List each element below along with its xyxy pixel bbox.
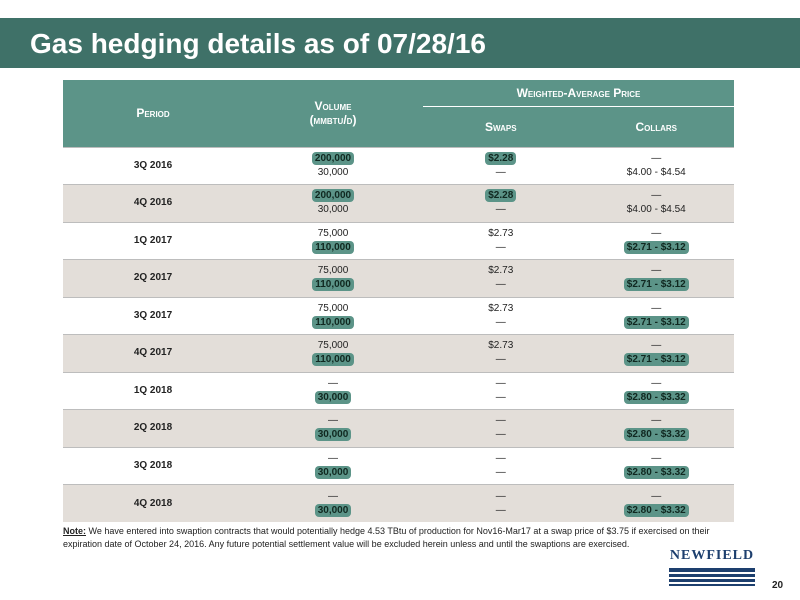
collars-value: —	[651, 190, 662, 202]
collars-line	[579, 414, 735, 428]
volume-value: 110,000	[312, 316, 354, 329]
volume-line	[243, 353, 423, 367]
swaps-value: —	[495, 377, 506, 389]
collars-value: —	[651, 452, 662, 464]
collars-value: —	[651, 265, 662, 277]
collars-line	[579, 278, 735, 292]
cell-collars	[579, 222, 735, 260]
cell-swaps	[423, 335, 579, 373]
swaps-value: —	[495, 415, 506, 427]
volume-value: —	[328, 490, 338, 502]
swaps-line	[423, 203, 579, 217]
header-volume-label: Volume	[314, 99, 352, 114]
cell-collars	[579, 297, 735, 335]
collars-line	[579, 152, 735, 166]
swaps-value: $2.73	[488, 302, 514, 314]
collars-line	[579, 227, 735, 241]
page-title: Gas hedging details as of 07/28/16	[30, 28, 486, 59]
volume-line	[243, 428, 423, 442]
collars-line	[579, 452, 735, 466]
volume-value: 30,000	[317, 204, 349, 216]
collars-value: $2.71 - $3.12	[624, 316, 689, 329]
volume-value: —	[328, 452, 338, 464]
cell-period: 3Q 2018	[63, 447, 243, 485]
table-row	[63, 260, 734, 298]
volume-value: 75,000	[317, 302, 349, 314]
cell-collars	[579, 147, 735, 185]
swaps-line	[423, 189, 579, 203]
footnote-text: We have entered into swaption contracts that would potentially hedge 4.53 TBtu of production for Nov16-Mar17 at a swap price of $3.75 if exercised on their expiration date of October 24, 2016. Any future potential settlement value will be excluded herein unless and until the swaptions are exercised.	[63, 526, 710, 549]
collars-line	[579, 504, 735, 518]
cell-volume	[243, 260, 423, 298]
collars-line	[579, 264, 735, 278]
table-row	[63, 410, 734, 448]
collars-line	[579, 377, 735, 391]
volume-value: 200,000	[312, 152, 354, 165]
volume-line	[243, 391, 423, 405]
volume-line	[243, 490, 423, 504]
swaps-value: —	[495, 204, 506, 216]
collars-value: —	[651, 340, 662, 352]
swaps-value: —	[495, 354, 506, 366]
volume-line	[243, 189, 423, 203]
page-number: 20	[772, 580, 784, 591]
collars-line	[579, 391, 735, 405]
table-row	[63, 297, 734, 335]
header-period: Period	[63, 80, 243, 147]
cell-period: 4Q 2018	[63, 485, 243, 523]
volume-line	[243, 278, 423, 292]
cell-period: 3Q 2017	[63, 297, 243, 335]
volume-line	[243, 302, 423, 316]
collars-value: —	[651, 415, 662, 427]
cell-swaps	[423, 260, 579, 298]
cell-volume	[243, 410, 423, 448]
swaps-line	[423, 241, 579, 255]
swaps-value: $2.73	[488, 340, 514, 352]
cell-collars	[579, 447, 735, 485]
volume-value: —	[328, 415, 338, 427]
cell-period: 4Q 2017	[63, 335, 243, 373]
swaps-value: —	[495, 504, 506, 516]
cell-collars	[579, 372, 735, 410]
collars-line	[579, 466, 735, 480]
header-collars: Collars	[579, 106, 735, 147]
swaps-value: —	[495, 279, 506, 291]
table-row	[63, 372, 734, 410]
collars-line	[579, 241, 735, 255]
swaps-line	[423, 490, 579, 504]
swaps-value: —	[495, 391, 506, 403]
cell-volume	[243, 297, 423, 335]
header-swaps: Swaps	[423, 106, 579, 147]
swaps-line	[423, 391, 579, 405]
swaps-value: —	[495, 166, 506, 178]
collars-value: —	[651, 490, 662, 502]
volume-line	[243, 264, 423, 278]
cell-swaps	[423, 372, 579, 410]
collars-line	[579, 353, 735, 367]
swaps-value: $2.28	[485, 189, 516, 202]
collars-value: —	[651, 227, 662, 239]
table-row	[63, 485, 734, 523]
swaps-line	[423, 452, 579, 466]
cell-swaps	[423, 147, 579, 185]
collars-value: $4.00 - $4.54	[626, 166, 686, 178]
volume-value: 30,000	[317, 166, 349, 178]
volume-line	[243, 339, 423, 353]
swaps-line	[423, 166, 579, 180]
swaps-value: —	[495, 429, 506, 441]
collars-value: $2.71 - $3.12	[624, 241, 689, 254]
logo-band	[669, 568, 755, 586]
collars-value: $4.00 - $4.54	[626, 204, 686, 216]
header-weighted-average-price: Weighted-Average Price	[423, 80, 734, 106]
cell-swaps	[423, 447, 579, 485]
header-volume	[243, 80, 423, 147]
table-row	[63, 222, 734, 260]
table-row	[63, 447, 734, 485]
cell-volume	[243, 485, 423, 523]
collars-line	[579, 339, 735, 353]
volume-value: 30,000	[315, 504, 352, 517]
swaps-line	[423, 302, 579, 316]
swaps-line	[423, 377, 579, 391]
collars-value: —	[651, 377, 662, 389]
volume-value: 30,000	[315, 391, 352, 404]
collars-value: $2.71 - $3.12	[624, 278, 689, 291]
collars-value: $2.80 - $3.32	[624, 504, 689, 517]
newfield-logo	[664, 548, 760, 588]
swaps-line	[423, 414, 579, 428]
cell-period: 2Q 2018	[63, 410, 243, 448]
cell-collars	[579, 260, 735, 298]
cell-volume	[243, 185, 423, 223]
swaps-line	[423, 466, 579, 480]
volume-line	[243, 152, 423, 166]
cell-volume	[243, 447, 423, 485]
volume-line	[243, 316, 423, 330]
cell-volume	[243, 147, 423, 185]
swaps-line	[423, 227, 579, 241]
volume-line	[243, 241, 423, 255]
collars-line	[579, 189, 735, 203]
collars-value: $2.71 - $3.12	[624, 353, 689, 366]
volume-line	[243, 504, 423, 518]
volume-value: 110,000	[312, 278, 354, 291]
cell-collars	[579, 485, 735, 523]
swaps-value: $2.73	[488, 227, 514, 239]
table-row	[63, 335, 734, 373]
collars-line	[579, 428, 735, 442]
cell-period: 4Q 2016	[63, 185, 243, 223]
volume-line	[243, 466, 423, 480]
volume-line	[243, 452, 423, 466]
cell-period: 1Q 2018	[63, 372, 243, 410]
swaps-line	[423, 264, 579, 278]
volume-line	[243, 203, 423, 217]
volume-value: 110,000	[312, 353, 354, 366]
cell-period: 2Q 2017	[63, 260, 243, 298]
collars-value: —	[651, 152, 662, 164]
cell-volume	[243, 335, 423, 373]
volume-value: —	[328, 377, 338, 389]
volume-value: 75,000	[317, 265, 349, 277]
swaps-line	[423, 353, 579, 367]
footnote	[63, 525, 738, 551]
header-volume-unit: (mmbtu/d)	[309, 113, 357, 128]
cell-volume	[243, 222, 423, 260]
volume-value: 200,000	[312, 189, 354, 202]
volume-value: 75,000	[317, 340, 349, 352]
swaps-value: —	[495, 241, 506, 253]
cell-collars	[579, 185, 735, 223]
swaps-value: $2.28	[485, 152, 516, 165]
swaps-line	[423, 152, 579, 166]
swaps-line	[423, 278, 579, 292]
swaps-line	[423, 339, 579, 353]
table-row	[63, 147, 734, 185]
volume-line	[243, 227, 423, 241]
collars-value: $2.80 - $3.32	[624, 466, 689, 479]
collars-line	[579, 166, 735, 180]
swaps-value: —	[495, 316, 506, 328]
volume-line	[243, 166, 423, 180]
cell-period: 1Q 2017	[63, 222, 243, 260]
volume-line	[243, 377, 423, 391]
volume-value: 30,000	[315, 428, 352, 441]
collars-line	[579, 316, 735, 330]
cell-collars	[579, 410, 735, 448]
collars-value: $2.80 - $3.32	[624, 428, 689, 441]
logo-text: NEWFIELD	[669, 548, 755, 563]
cell-swaps	[423, 185, 579, 223]
cell-swaps	[423, 485, 579, 523]
cell-collars	[579, 335, 735, 373]
footnote-label: Note:	[63, 526, 86, 536]
swaps-line	[423, 316, 579, 330]
volume-value: 30,000	[315, 466, 352, 479]
cell-swaps	[423, 297, 579, 335]
volume-line	[243, 414, 423, 428]
gas-hedging-table	[63, 80, 734, 522]
volume-value: 75,000	[317, 227, 349, 239]
table-body	[63, 147, 734, 522]
collars-value: —	[651, 302, 662, 314]
table-row	[63, 185, 734, 223]
cell-swaps	[423, 222, 579, 260]
collars-line	[579, 490, 735, 504]
collars-value: $2.80 - $3.32	[624, 391, 689, 404]
swaps-value: —	[495, 452, 506, 464]
volume-value: 110,000	[312, 241, 354, 254]
cell-period: 3Q 2016	[63, 147, 243, 185]
swaps-value: —	[495, 466, 506, 478]
swaps-line	[423, 428, 579, 442]
swaps-value: —	[495, 490, 506, 502]
collars-line	[579, 302, 735, 316]
cell-swaps	[423, 410, 579, 448]
swaps-value: $2.73	[488, 265, 514, 277]
swaps-line	[423, 504, 579, 518]
cell-volume	[243, 372, 423, 410]
collars-line	[579, 203, 735, 217]
